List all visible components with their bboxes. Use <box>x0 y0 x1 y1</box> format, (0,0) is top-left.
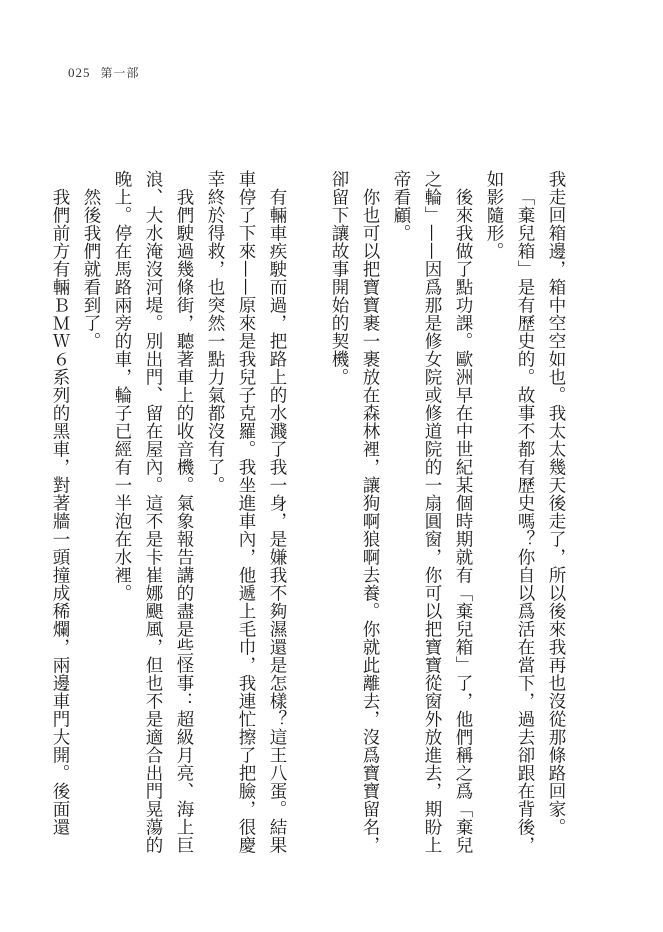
page-number: 025 <box>68 64 91 80</box>
paragraph: 我們前方有輛ＢＭＷ６系列的黑車，對著牆一頭撞成稀爛，兩邊車門大開。後面還 <box>50 187 70 836</box>
paragraph: 有輛車疾駛而過，把路上的水濺了我一身，是嫌我不夠濕還是怎樣？這王八蛋。結果車停了下來——原來是我兒子克羅。我坐進車內，他遞上毛巾，我連忙擦了把臉，很慶幸終於得救，也突然一點力氣都沒有了。 <box>205 170 287 854</box>
vertical-body-text <box>50 170 571 860</box>
part-title: 第一部 <box>100 66 140 80</box>
paragraph: 「棄兒箱」是有歷史的。故事不都有歷史嗎？你自以爲活在當下，過去卻跟在背後，如影隨形。 <box>484 170 535 854</box>
paragraph: 然後我們就看到了。 <box>81 187 101 350</box>
running-header <box>68 64 140 81</box>
paragraph: 我們駛過幾條街，聽著車上的收音機。氣象報告講的盡是些怪事：超級月亮、海上巨浪、大水淹沒河堤。別出門、留在屋內。這不是卡崔娜颶風，但也不是適合出門晃蕩的晚上。停在馬路兩旁的車，輪子已經有一半泡在水裡。 <box>112 170 194 854</box>
paragraph: 你也可以把寶寶裹一裹放在森林裡，讓狗啊狼啊去養。你就此離去，沒爲寶寶留名，卻留下讓故事開始的契機。 <box>329 170 380 854</box>
paragraph: 後來我做了點功課。歐洲早在中世紀某個時期就有「棄兒箱」了，他們稱之爲「棄兒之輪」——因爲那是修女院或修道院的一扇圓窗，你可以把寶寶從窗外放進去，期盼上帝看顧。 <box>391 170 473 854</box>
paragraph: 我走回箱邊，箱中空空如也。我太太幾天後走了，所以後來我再也沒從那條路回家。 <box>546 170 566 836</box>
